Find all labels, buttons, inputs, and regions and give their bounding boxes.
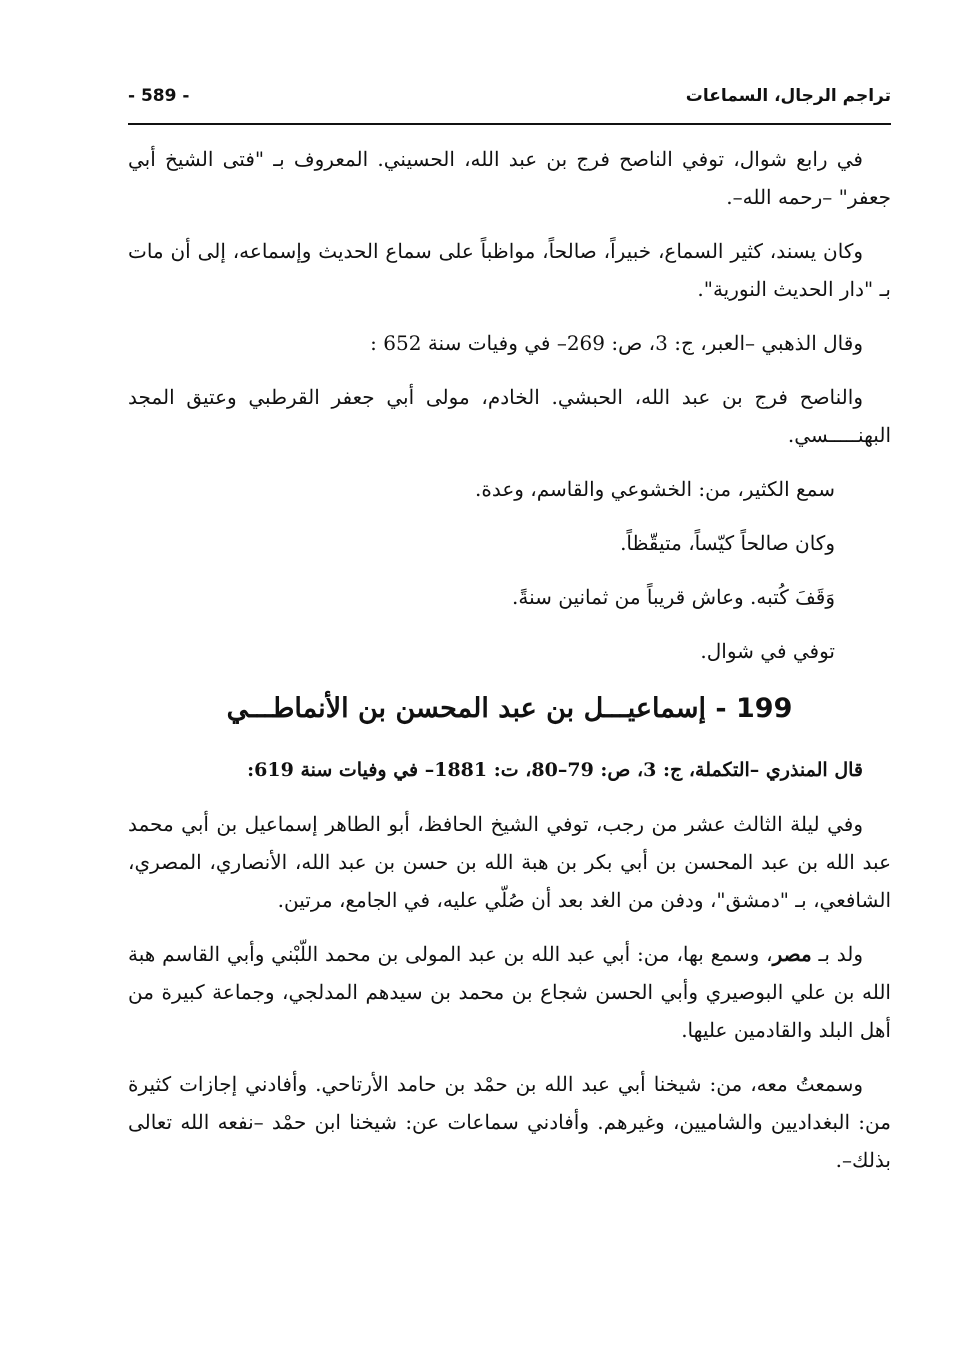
paragraph: سمع الكثير، من: الخشوعي والقاسم، وعدة. — [475, 477, 835, 501]
paragraph: والناصح فرج بن عبد الله، الحبشي. الخادم، مولى أبي جعفر القرطبي وعتيق المجد البهنـــــسي. — [128, 385, 891, 447]
paragraph: وكان صالحاً كيّساً، متيقّظاً. — [620, 531, 835, 555]
running-header — [128, 84, 891, 114]
paragraph: وَقَفَ كُتبه. وعاش قريباً من ثمانين سنةً. — [512, 585, 835, 609]
paragraph: وفي ليلة الثالث عشر من رجب، توفي الشيخ الحافظ، أبو الطاهر إسماعيل بن أبي محمد عبد الله بن عبد المحسن بن أبي بكر بن هبة الله بن حسن بن عبد الله، الأنصاري، المصري، الشافعي، بـ "دمشق"، ودفن من الغد بعد أن صُلّي عليه، في الجامع، مرتين. — [128, 812, 891, 912]
entry-heading — [128, 686, 891, 732]
source-citation: قال المنذري –التكملة، ج: 3، ص: 79–80، ت: 1881– في وفيات سنة 619: — [247, 759, 863, 781]
entry-number: 199 — [736, 693, 793, 724]
entry-name: إسماعيـــل بن عبد المحسن بن الأنماطـــي — [226, 693, 706, 724]
page-number: - 589 - — [128, 86, 190, 106]
paragraph — [128, 935, 891, 1049]
header-divider — [128, 123, 891, 125]
paragraph: وكان يسند، كثير السماع، خبيراً، صالحاً، مواظباً على سماع الحديث وإسماعه، إلى أن مات بـ "دار الحديث النورية". — [128, 239, 891, 301]
entry-separator: - — [715, 693, 727, 724]
paragraph: توفي في شوال. — [700, 639, 835, 663]
place-name: مصر — [772, 942, 812, 966]
main-text — [128, 140, 891, 1195]
paragraph: في رابع شوال، توفي الناصح فرج بن عبد الله، الحسيني. المعروف بـ "فتى الشيخ أبي جعفر" –رحمه الله–. — [128, 147, 891, 209]
paragraph: وقال الذهبي –العبر، ج: 3، ص: 269– في وفيات سنة 652 : — [370, 331, 863, 355]
text-run: ، وسمع بها، من: أبي عبد الله بن عبد المولى بن محمد اللّبْني وأبي القاسم هبة الله بن علي البوصيري وأبي الحسن شجاع بن محمد بن سيدهم المدلجي، وجماعة كبيرة من أهل البلد والقادمين عليها. — [128, 942, 891, 1042]
paragraph: وسمعتُ معه، من: شيخنا أبي عبد الله بن حمْد بن حامد الأرتاحي. وأفادني إجازات كثيرة من: البغداديين والشاميين، وغيرهم. وأفادني سماعات عن: شيخنا ابن حمْد –نفعه الله تعالى بذلك–. — [128, 1072, 891, 1172]
text-run: ولد بـ — [811, 942, 863, 966]
header-title: تراجم الرجال، السماعات — [685, 86, 891, 106]
